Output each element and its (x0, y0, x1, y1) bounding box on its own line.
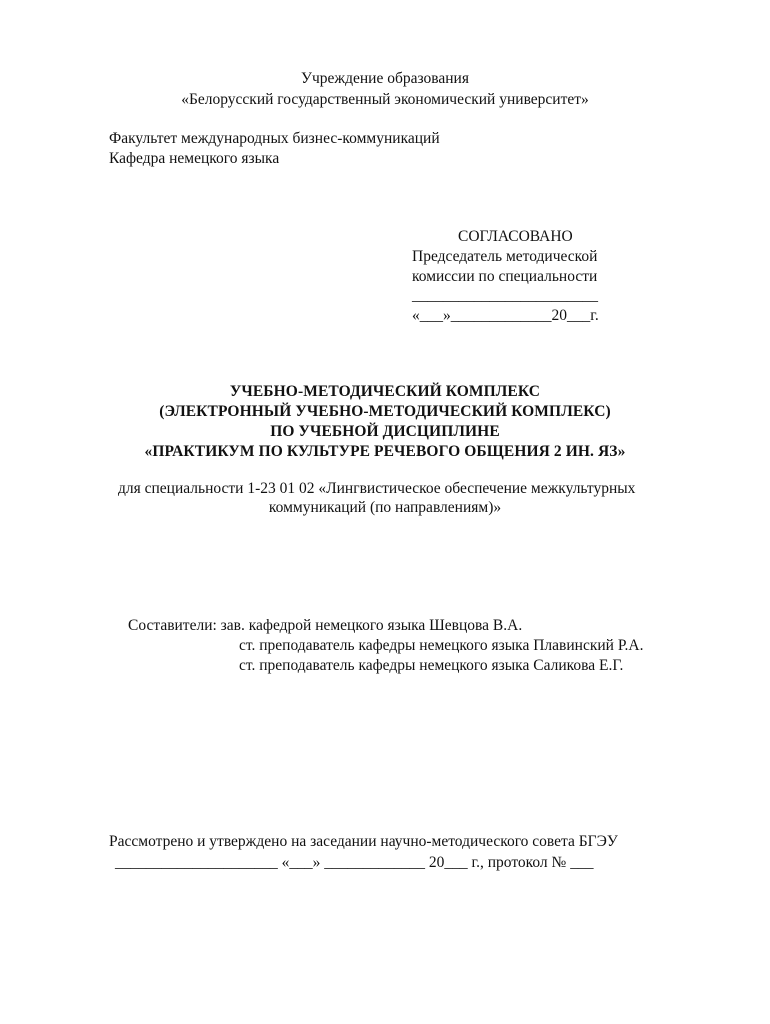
title-line-2: (ЭЛЕКТРОННЫЙ УЧЕБНО-МЕТОДИЧЕСКИЙ КОМПЛЕКС) (159, 403, 611, 420)
approval-line-1: Председатель методической (412, 248, 598, 265)
faculty-name: Факультет международных бизнес-коммуникаций (109, 130, 440, 147)
title-line-3: ПО УЧЕБНОЙ ДИСЦИПЛИНЕ (270, 423, 500, 440)
authors-line-2: ст. преподаватель кафедры немецкого языка Плавинский Р.А. (239, 637, 644, 654)
authors-line-3: ст. преподаватель кафедры немецкого языка Саликова Е.Г. (239, 657, 624, 674)
approval-heading: СОГЛАСОВАНО (458, 228, 573, 245)
title-line-4: «ПРАКТИКУМ ПО КУЛЬТУРЕ РЕЧЕВОГО ОБЩЕНИЯ 2 ИН. ЯЗ» (144, 443, 626, 460)
title-line-1: УЧЕБНО-МЕТОДИЧЕСКИЙ КОМПЛЕКС (229, 383, 541, 400)
institution-line-1: Учреждение образования (301, 70, 469, 87)
footer-line-1: Рассмотрено и утверждено на заседании научно-методического совета БГЭУ (109, 833, 618, 850)
approval-line-2: комиссии по специальности (412, 268, 598, 285)
specialty-line-2: коммуникаций (по направлениям)» (268, 499, 502, 516)
department-name: Кафедра немецкого языка (109, 150, 280, 167)
specialty-line-1: для специальности 1-23 01 02 «Лингвистическое обеспечение межкультурных (118, 480, 636, 497)
approval-date-line: «___»_____________20___г. (412, 307, 599, 324)
footer-line-2: _____________________ «___» _____________ 20___ г., протокол № ___ (115, 854, 594, 871)
institution-line-2: «Белорусский государственный экономический университет» (181, 91, 589, 108)
approval-signature-line: ________________________ (412, 287, 598, 304)
authors-label-line: Составители: зав. кафедрой немецкого языка Шевцова В.А. (128, 617, 523, 634)
